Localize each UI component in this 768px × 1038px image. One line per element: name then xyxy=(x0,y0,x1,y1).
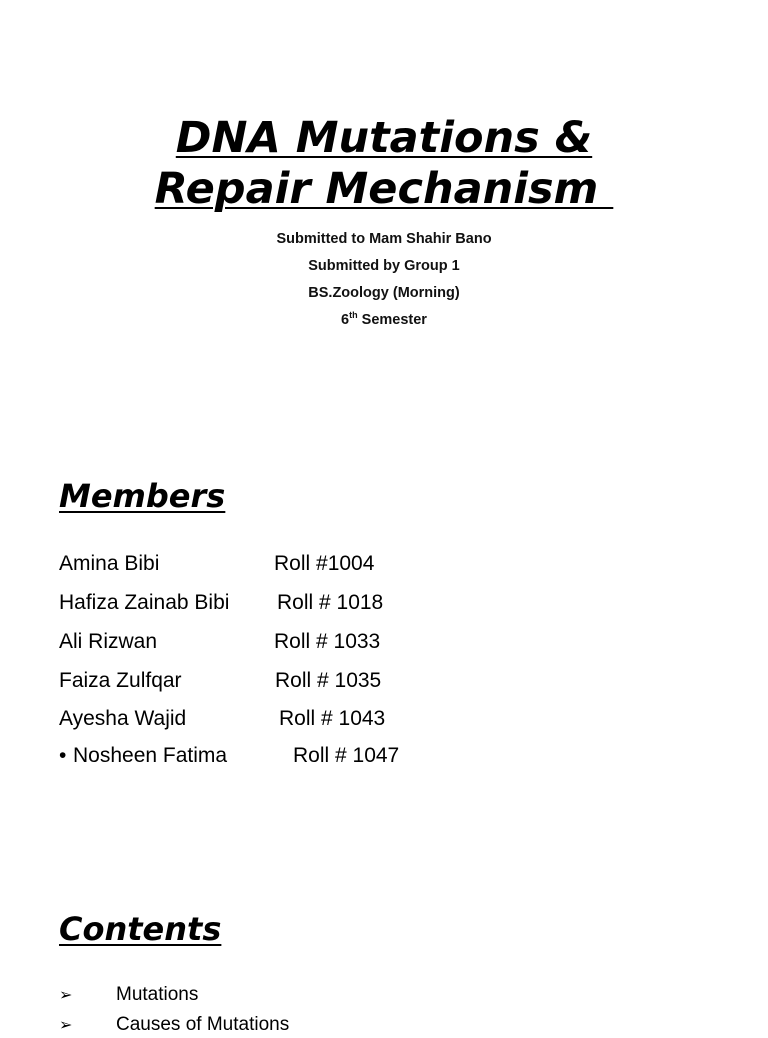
member-row xyxy=(59,590,384,616)
member-row xyxy=(59,668,382,694)
member-name: Ayesha Wajid xyxy=(59,707,187,730)
arrow-bullet-icon: ➢ xyxy=(59,1017,73,1034)
semester-ordinal: th xyxy=(349,310,358,320)
member-name: Amina Bibi xyxy=(59,552,160,575)
member-roll: Roll # 1018 xyxy=(277,591,384,614)
member-row xyxy=(59,706,386,732)
member-row xyxy=(59,743,400,769)
contents-heading: Contents xyxy=(59,910,222,948)
member-row xyxy=(59,629,381,655)
member-name: Faiza Zulfqar xyxy=(59,669,182,692)
semester-label: Semester xyxy=(357,312,427,328)
semester-number: 6 xyxy=(341,312,350,328)
member-row xyxy=(59,551,375,577)
document-title xyxy=(0,113,768,215)
title-line-2: Repair Mechanism xyxy=(154,164,614,214)
contents-item xyxy=(59,983,198,1008)
contents-item xyxy=(59,1013,289,1038)
submitted-by: Submitted by Group 1 xyxy=(308,258,460,274)
submitted-to: Submitted to Mam Shahir Bano xyxy=(276,231,492,247)
member-roll: Roll # 1033 xyxy=(274,630,381,653)
member-roll: Roll # 1035 xyxy=(275,669,382,692)
submission-info xyxy=(0,227,768,335)
member-roll: Roll # 1047 xyxy=(293,744,400,767)
arrow-bullet-icon: ➢ xyxy=(59,987,73,1004)
contents-item-label: Mutations xyxy=(116,984,199,1005)
title-line-1: DNA Mutations & xyxy=(175,113,593,163)
contents-item-label: Causes of Mutations xyxy=(116,1014,290,1035)
program: BS.Zoology (Morning) xyxy=(308,285,460,301)
member-name: Nosheen Fatima xyxy=(73,744,228,767)
member-roll: Roll # 1043 xyxy=(279,707,386,730)
member-roll: Roll #1004 xyxy=(274,552,375,575)
member-name: Ali Rizwan xyxy=(59,630,158,653)
bullet-icon: • xyxy=(59,744,67,767)
member-name: Hafiza Zainab Bibi xyxy=(59,591,230,614)
semester xyxy=(0,308,768,335)
members-heading: Members xyxy=(59,477,226,515)
